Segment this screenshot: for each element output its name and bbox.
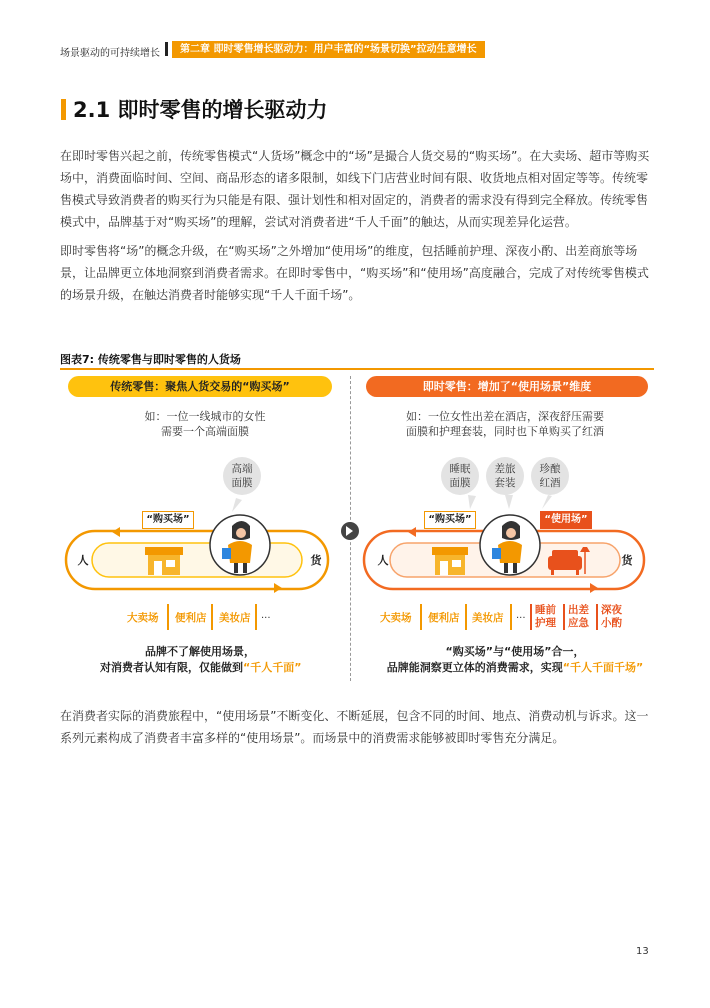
left-person-node: 人 <box>77 554 89 567</box>
paragraph-2: 即时零售将“场”的概念升级，在“购买场”之外增加“使用场”的维度，包括睡前护理、深夜小酌、出差商旅等场景，让品牌更立体地洞察到消费者需求。在即时零售中，“购买场”和“使用场”高度融合，完成了对传统零售模式的场景升级，在触达消费者时能够实现“千人千面千场”。 <box>60 244 649 302</box>
left-buy-place-label: “购买场” <box>142 511 194 529</box>
right-scene-divider <box>530 604 532 630</box>
transition-arrow-icon <box>341 522 359 540</box>
left-store-ellipsis: ... <box>261 610 271 621</box>
left-store-convenience: 便利店 <box>175 612 207 624</box>
book-title: 场景驱动的可持续增长 <box>60 48 160 59</box>
right-store-convenience: 便利店 <box>428 612 460 624</box>
left-example-line2: 需要一个高端面膜 <box>161 425 249 438</box>
paragraph-3: 在消费者实际的消费旅程中，“使用场景”不断变化、不断延展，包含不同的时间、地点、消费动机与诉求。这一系列元素构成了消费者丰富多样的“使用场景”。而场景中的消费需求能够被即时零售充分满足。 <box>60 709 649 745</box>
traditional-retail-header: 传统零售：聚焦人货交易的“购买场” <box>68 376 332 397</box>
instant-retail-header: 即时零售：增加了“使用场景”维度 <box>366 376 648 397</box>
right-store-icon <box>432 547 468 575</box>
right-store-divider <box>420 604 422 630</box>
left-store-divider <box>167 604 169 630</box>
chapter-tag: 第二章 即时零售增长驱动力：用户丰富的“场景切换”拉动生意增长 <box>172 41 485 58</box>
left-example-line1: 如：一位一线城市的女性 <box>144 410 266 423</box>
right-use-place-label: “使用场” <box>540 511 592 529</box>
right-example-line1: 如：一位女性出差在酒店，深夜舒压需要 <box>406 410 604 423</box>
bubble-travel-set: 差旅 套装 <box>486 457 524 495</box>
left-store-icon <box>145 547 183 575</box>
left-summary-line2: 对消费者认知有限，仅能做到“千人千面” <box>100 661 302 674</box>
right-summary-line1: “购买场”与“使用场”合一， <box>445 645 585 658</box>
left-summary-line1: 品牌不了解使用场景， <box>145 645 255 658</box>
right-summary-line2: 品牌能洞察更立体的消费需求，实现“千人千面千场” <box>386 661 644 674</box>
right-person-node: 人 <box>377 554 389 567</box>
right-store-divider <box>465 604 467 630</box>
right-scene-divider <box>596 604 598 630</box>
left-store-hypermarket: 大卖场 <box>127 612 159 624</box>
bubble-sleep-mask: 睡眠 面膜 <box>441 457 479 495</box>
left-store-beauty: 美妆店 <box>219 612 251 624</box>
left-store-divider <box>255 604 257 630</box>
figure-title: 图表7: 传统零售与即时零售的人货场 <box>60 353 241 366</box>
right-woman-illustration <box>480 515 540 575</box>
right-buy-place-label: “购买场” <box>424 511 476 529</box>
right-store-hypermarket: 大卖场 <box>380 612 412 624</box>
left-store-divider <box>211 604 213 630</box>
right-scene-late-night-drink: 深夜 小酌 <box>601 604 622 629</box>
right-store-divider <box>510 604 512 630</box>
left-woman-illustration <box>210 515 270 575</box>
page-number: 13 <box>636 946 649 957</box>
paragraph-1: 在即时零售兴起之前，传统零售模式“人货场”概念中的“场”是撮合人货交易的“购买场”。在大卖场、超市等购买场中，消费面临时间、空间、商品形态的诸多限制，如线下门店营业时间有限、收货地点相对固定等等。传统零售模式导致消费者的购买行为只能是有限、强计划性和相对固定的，消费者的需求没有得到完全释放。传统零售模式中，品牌基于对“购买场”的理解，尝试对消费者进“千人千面”的触达，从而实现差异化运营。 <box>60 149 650 229</box>
right-example-line2: 面膜和护理套装，同时也下单购买了红酒 <box>406 425 604 438</box>
bubble-premium-mask: 高端 面膜 <box>223 457 261 495</box>
right-scene-divider <box>563 604 565 630</box>
right-goods-node: 货 <box>621 554 633 567</box>
section-title: 2.1 即时零售的增长驱动力 <box>73 98 328 122</box>
right-store-beauty: 美妆店 <box>472 612 504 624</box>
right-scene-bedtime-care: 睡前 护理 <box>535 604 556 629</box>
bubble-red-wine: 珍酿 红酒 <box>531 457 569 495</box>
right-scene-business-trip: 出差 应急 <box>568 604 589 629</box>
right-store-ellipsis: ... <box>516 610 526 621</box>
left-goods-node: 货 <box>310 554 322 567</box>
left-track <box>66 527 328 593</box>
